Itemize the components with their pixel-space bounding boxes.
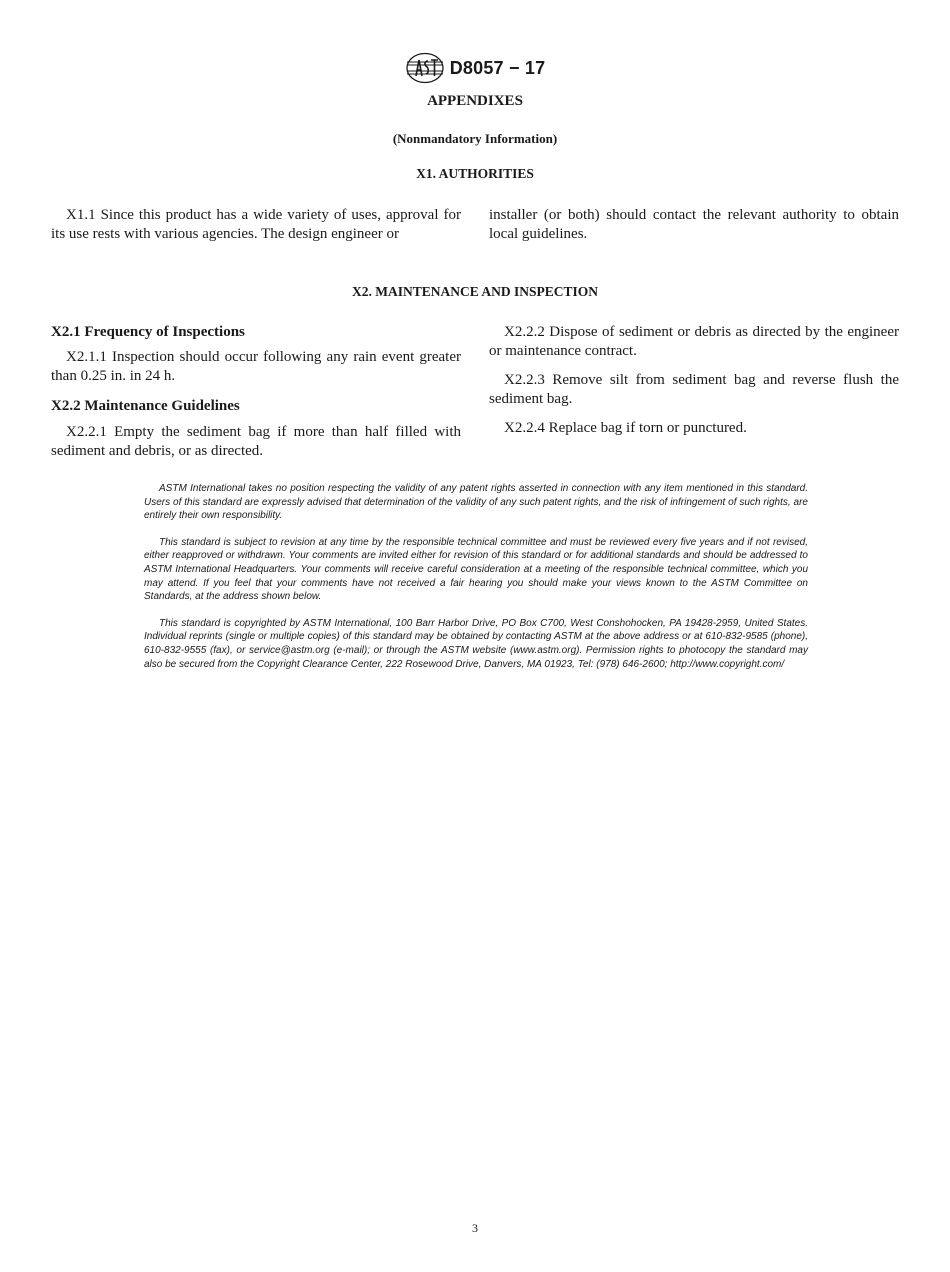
x2-1-1-paragraph: X2.1.1 Inspection should occur following any rain event greater than 0.25 in. in 24 h.	[51, 349, 461, 384]
astm-logo-icon	[405, 52, 445, 84]
x2-right-column	[489, 323, 899, 448]
x2-1-subheading: X2.1 Frequency of Inspections	[51, 324, 245, 340]
nonmandatory-label: (Nonmandatory Information)	[392, 131, 558, 146]
x2-2-3-paragraph: X2.2.3 Remove silt from sediment bag and reverse flush the sediment bag.	[489, 372, 899, 407]
x1-paragraph-left: X1.1 Since this product has a wide variety of uses, approval for its use rests with various agencies. The design engineer or	[51, 207, 461, 242]
x2-2-2-paragraph: X2.2.2 Dispose of sediment or debris as directed by the engineer or maintenance contract.	[489, 324, 899, 359]
x2-2-1-paragraph: X2.2.1 Empty the sediment bag if more than half filled with sediment and debris, or as directed.	[51, 424, 461, 459]
page-number: 3	[472, 1221, 478, 1235]
x2-left-column	[51, 323, 461, 461]
copyright-notice: This standard is copyrighted by ASTM International, 100 Barr Harbor Drive, PO Box C700, West Conshohocken, PA 19428-2959, United States. Individual reprints (single or multiple copies) of this standard may be obtained by contacting ASTM at the above address or at 610-832-9585 (phone), 610-832-9555 (fax), or service@astm.org (e-mail); or through the ASTM website (www.astm.org). Permission rights to photocopy the standard may also be secured from the Copyright Clearance Center, 222 Rosewood Drive, Danvers, MA 01923, Tel: (978) 646-2600; http://www.copyright.com/	[144, 617, 808, 670]
page-header	[0, 52, 950, 84]
x2-2-subheading: X2.2 Maintenance Guidelines	[51, 398, 240, 414]
document-id: D8057 − 17	[449, 57, 546, 78]
x1-right-column	[489, 206, 899, 244]
x2-heading: X2. MAINTENANCE AND INSPECTION	[351, 284, 599, 299]
x2-2-4-paragraph: X2.2.4 Replace bag if torn or punctured.	[504, 420, 747, 436]
patent-notice: ASTM International takes no position respecting the validity of any patent rights asserted in connection with any item mentioned in this standard. Users of this standard are expressly advised that determination of the validity of any such patent rights, and the risk of infringement of such rights, are entirely their own responsibility.	[144, 483, 808, 522]
appendixes-title: APPENDIXES	[427, 93, 523, 109]
legal-notices	[144, 482, 808, 684]
x1-paragraph-right: installer (or both) should contact the relevant authority to obtain local guidelines.	[489, 207, 899, 242]
x1-heading: X1. AUTHORITIES	[416, 166, 534, 181]
x1-left-column	[51, 206, 461, 244]
revision-notice: This standard is subject to revision at any time by the responsible technical committee and must be reviewed every five years and if not revised, either reapproved or withdrawn. Your comments are invited either for revision of this standard or for additional standards and should be addressed to ASTM International Headquarters. Your comments will receive careful consideration at a meeting of the responsible technical committee, which you may attend. If you feel that your comments have not received a fair hearing you should make your views known to the ASTM Committee on Standards, at the address shown below.	[144, 536, 808, 603]
